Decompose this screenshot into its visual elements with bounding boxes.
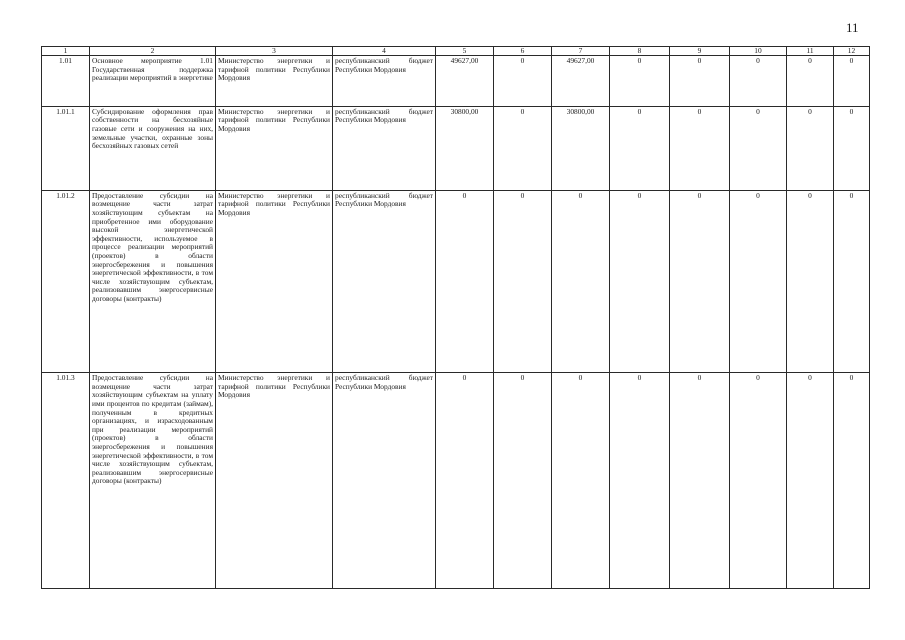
row-name: Субсидирование оформления прав собственности на бесхозяйные газовые сети и сооружения на них, земельные участки, охранные зоны бесхозяйных газовых сетей <box>90 106 216 190</box>
value-cell: 0 <box>610 106 670 190</box>
column-header: 6 <box>494 47 552 56</box>
value-cell: 0 <box>670 56 730 107</box>
value-cell: 0 <box>494 190 552 372</box>
column-header: 4 <box>333 47 436 56</box>
value-cell: 0 <box>610 190 670 372</box>
column-header: 9 <box>670 47 730 56</box>
value-cell: 0 <box>670 190 730 372</box>
row-name: Предоставление субсидии на возмещение части затрат хозяйствующим субъектам на приобретенное ими оборудование высокой энергетической эффективности, используемое в процессе реализации мероприятий (проектов) в области энергосбережения и повышения энергетической эффективности, в том числе хозяйствующим субъектам, реализовавшим энергосервисные договоры (контракты) <box>90 190 216 372</box>
value-cell: 0 <box>610 56 670 107</box>
row-funding-source: республиканский бюджет Республики Мордовия <box>333 190 436 372</box>
column-header: 7 <box>552 47 610 56</box>
value-cell: 0 <box>670 106 730 190</box>
value-cell: 0 <box>834 190 870 372</box>
value-cell: 0 <box>834 373 870 589</box>
row-executor: Министерство энергетики и тарифной политики Республики Мордовия <box>216 56 333 107</box>
value-cell: 30800,00 <box>552 106 610 190</box>
value-cell: 0 <box>436 190 494 372</box>
row-executor: Министерство энергетики и тарифной политики Республики Мордовия <box>216 106 333 190</box>
row-code: 1.01 <box>42 56 90 107</box>
program-table <box>41 46 870 589</box>
column-header: 12 <box>834 47 870 56</box>
column-number-row <box>42 47 870 56</box>
table-row <box>42 56 870 107</box>
column-header: 3 <box>216 47 333 56</box>
value-cell: 0 <box>787 190 834 372</box>
row-name: Предоставление субсидии на возмещение части затрат хозяйствующим субъектам на уплату ими процентов по кредитам (займам), полученным в кредитных организациях, и израсходованным при реализации мероприятий (проектов) в области энергосбережения и повышения энергетической эффективности, в том числе хозяйствующим субъектам, реализовавшим энергосервисные договоры (контракты) <box>90 373 216 589</box>
value-cell: 0 <box>494 56 552 107</box>
row-funding-source: республиканский бюджет Республики Мордовия <box>333 373 436 589</box>
value-cell: 0 <box>552 373 610 589</box>
column-header: 8 <box>610 47 670 56</box>
value-cell: 0 <box>787 373 834 589</box>
table-row <box>42 373 870 589</box>
row-executor: Министерство энергетики и тарифной политики Республики Мордовия <box>216 190 333 372</box>
table-row <box>42 106 870 190</box>
row-code: 1.01.3 <box>42 373 90 589</box>
value-cell: 0 <box>730 190 787 372</box>
table-row <box>42 190 870 372</box>
value-cell: 0 <box>730 106 787 190</box>
value-cell: 0 <box>436 373 494 589</box>
page-number: 11 <box>846 20 859 35</box>
column-header: 1 <box>42 47 90 56</box>
value-cell: 0 <box>730 56 787 107</box>
value-cell: 0 <box>730 373 787 589</box>
value-cell: 0 <box>834 56 870 107</box>
row-executor: Министерство энергетики и тарифной политики Республики Мордовия <box>216 373 333 589</box>
value-cell: 0 <box>610 373 670 589</box>
row-funding-source: республиканский бюджет Республики Мордовия <box>333 56 436 107</box>
value-cell: 0 <box>552 190 610 372</box>
row-funding-source: республиканский бюджет Республики Мордовия <box>333 106 436 190</box>
value-cell: 30800,00 <box>436 106 494 190</box>
column-header: 2 <box>90 47 216 56</box>
value-cell: 0 <box>834 106 870 190</box>
row-code: 1.01.2 <box>42 190 90 372</box>
value-cell: 49627,00 <box>552 56 610 107</box>
value-cell: 49627,00 <box>436 56 494 107</box>
row-name: Основное мероприятие 1.01 Государственная поддержка реализации мероприятий в энергетике <box>90 56 216 107</box>
value-cell: 0 <box>670 373 730 589</box>
column-header: 10 <box>730 47 787 56</box>
value-cell: 0 <box>787 106 834 190</box>
value-cell: 0 <box>494 106 552 190</box>
value-cell: 0 <box>494 373 552 589</box>
row-code: 1.01.1 <box>42 106 90 190</box>
value-cell: 0 <box>787 56 834 107</box>
column-header: 5 <box>436 47 494 56</box>
column-header: 11 <box>787 47 834 56</box>
